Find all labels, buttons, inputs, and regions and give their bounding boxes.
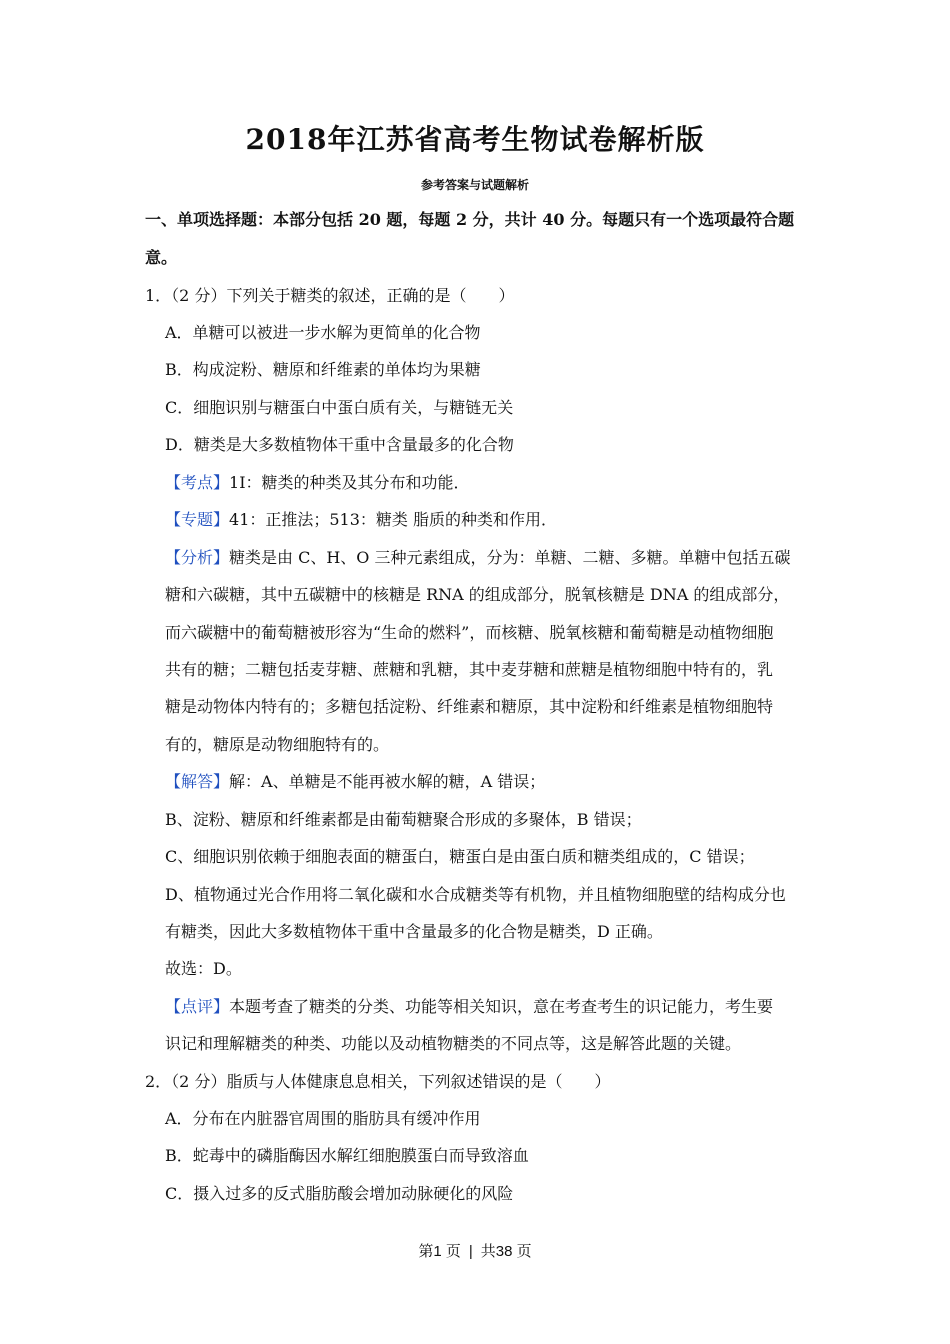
fenxi-line xyxy=(165,546,791,570)
question-2-stem: 2．（2 分）脂质与人体健康息息相关，下列叙述错误的是（ ） xyxy=(145,1072,611,1091)
question-2-option-c: C．摄入过多的反式脂肪酸会增加动脉硬化的风险 xyxy=(165,1184,514,1203)
dianping-text: 本题考查了糖类的分类、功能等相关知识，意在考查考生的识记能力，考生要 xyxy=(229,997,774,1016)
page-subtitle: 参考答案与试题解析 xyxy=(420,178,529,192)
question-1-stem: 1．（2 分）下列关于糖类的叙述，正确的是（ ） xyxy=(145,286,515,305)
dianping-tag: 【点评】 xyxy=(165,997,230,1016)
jieda-answer: 故选：D。 xyxy=(165,959,242,978)
dianping-text: 识记和理解糖类的种类、功能以及动植物糖类的不同点等，这是解答此题的关键。 xyxy=(165,1034,742,1053)
question-1-option-d: D．糖类是大多数植物体干重中含量最多的化合物 xyxy=(165,435,514,454)
jieda-text: D、植物通过光合作用将二氧化碳和水合成糖类等有机物，并且植物细胞壁的结构成分也 xyxy=(165,885,786,904)
jieda-text: B、淀粉、糖原和纤维素都是由葡萄糖聚合形成的多聚体，B 错误； xyxy=(165,810,642,829)
page-footer xyxy=(0,1240,950,1261)
fenxi-tag: 【分析】 xyxy=(165,548,230,567)
fenxi-text: 糖类是由 C、H、O 三种元素组成，分为：单糖、二糖、多糖。单糖中包括五碳 xyxy=(229,548,791,567)
kaodian-text: 1I：糖类的种类及其分布和功能． xyxy=(229,473,470,492)
question-2-option-b: B．蛇毒中的磷脂酶因水解红细胞膜蛋白而导致溶血 xyxy=(165,1146,529,1165)
question-2-option-a: A．分布在内脏器官周围的脂肪具有缓冲作用 xyxy=(165,1109,481,1128)
zhuanti-tag: 【专题】 xyxy=(165,510,230,529)
fenxi-text: 糖是动物体内特有的；多糖包括淀粉、纤维素和糖原，其中淀粉和纤维素是植物细胞特 xyxy=(165,697,774,716)
jieda-text: C、细胞识别依赖于细胞表面的糖蛋白，糖蛋白是由蛋白质和糖类组成的，C 错误； xyxy=(165,847,755,866)
kaodian-tag: 【考点】 xyxy=(165,473,230,492)
footer-separator: | xyxy=(468,1243,473,1260)
section-heading-cont: 意。 xyxy=(145,248,178,267)
question-1-option-a: A．单糖可以被进一步水解为更简单的化合物 xyxy=(165,323,481,342)
jieda-text: 有糖类，因此大多数植物体干重中含量最多的化合物是糖类，D 正确。 xyxy=(165,922,663,941)
fenxi-text: 而六碳糖中的葡萄糖被形容为“生命的燃料”，而核糖、脱氧核糖和葡萄糖是动植物细胞 xyxy=(165,623,774,642)
zhuanti-text: 41：正推法；513：糖类 脂质的种类和作用． xyxy=(229,510,558,529)
page-total: 共38 页 xyxy=(480,1243,532,1260)
page-number: 第1 页 xyxy=(418,1243,461,1260)
fenxi-text: 糖和六碳糖，其中五碳糖中的核糖是 RNA 的组成部分，脱氧核糖是 DNA 的组成部分， xyxy=(165,585,790,604)
question-1-option-c: C．细胞识别与糖蛋白中蛋白质有关，与糖链无关 xyxy=(165,398,514,417)
fenxi-text: 有的，糖原是动物细胞特有的。 xyxy=(165,735,390,754)
kaodian-line xyxy=(165,471,470,495)
jieda-tag: 【解答】 xyxy=(165,772,230,791)
jieda-text: 解：A、单糖是不能再被水解的糖，A 错误； xyxy=(229,772,546,791)
dianping-line xyxy=(165,995,773,1019)
question-1-option-b: B．构成淀粉、糖原和纤维素的单体均为果糖 xyxy=(165,360,481,379)
section-heading: 一、单项选择题：本部分包括 20 题，每题 2 分，共计 40 分。每题只有一个选项最符合题 xyxy=(145,210,795,229)
fenxi-text: 共有的糖；二糖包括麦芽糖、蔗糖和乳糖，其中麦芽糖和蔗糖是植物细胞中特有的，乳 xyxy=(165,660,774,679)
jieda-line xyxy=(165,770,545,794)
page-title: 2018年江苏省高考生物试卷解析版 xyxy=(245,123,705,156)
zhuanti-line xyxy=(165,508,557,532)
